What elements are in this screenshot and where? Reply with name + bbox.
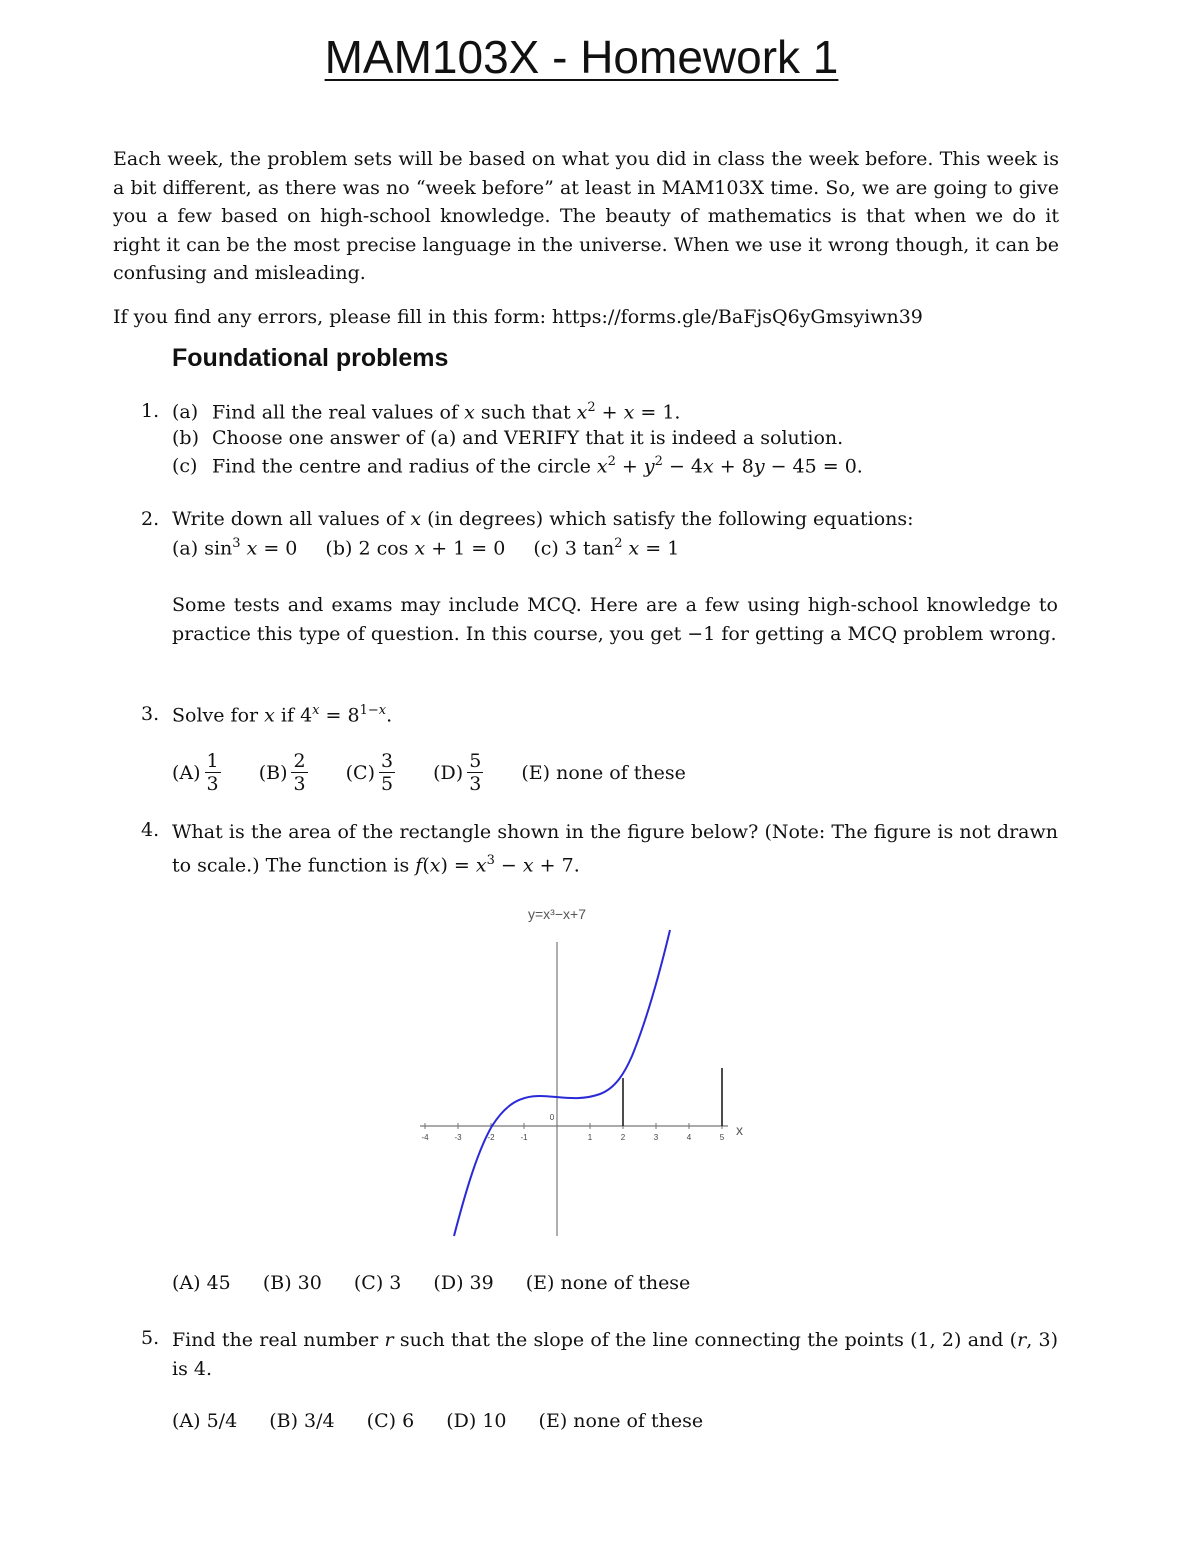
option-a: (A) 5/4 <box>172 1410 238 1432</box>
problem-1c-label: (c) <box>172 455 198 478</box>
option-b: (B) 30 <box>262 1272 322 1294</box>
x-tick-label: 5 <box>719 1133 725 1142</box>
problem-1b-label: (b) <box>172 427 199 449</box>
option-c: (C) 6 <box>366 1410 415 1432</box>
problem-2-text: Write down all values of x (in degrees) which satisfy the following equations: <box>172 508 914 530</box>
x-tick-label: -1 <box>520 1133 528 1142</box>
x-axis-label: x <box>736 1122 743 1138</box>
option-e: (E) none of these <box>538 1410 704 1432</box>
x-tick-label: 1 <box>587 1133 593 1142</box>
option-e: (E) none of these <box>521 761 686 784</box>
x-tick-label: 0 <box>549 1113 555 1122</box>
errors-note: If you find any errors, please fill in this form: https://forms.gle/BaFjsQ6yGmsyiwn39 <box>113 306 923 328</box>
problem-3-number: 3. <box>141 703 160 725</box>
option-a: (A) $\frac{1}{3}$ <box>172 750 219 795</box>
option-d: (D) 39 <box>433 1272 494 1294</box>
problem-4-text: What is the area of the rectangle shown in the figure below? (Note: The figure is not drawn to scale.) The function is $f(x) = x^3 - x + 7$. <box>172 821 1058 876</box>
problem-2-equations: (a) $\sin^3 x = 0$ (b) 2 cos x + 1 = 0 (c) 3 $\tan^2 x = 1$ <box>172 536 680 560</box>
mcq-intro: Some tests and exams may include MCQ. Here are a few using high-school knowledge to practice this type of question. In this course, you get −1 for getting a MCQ problem wrong. <box>172 594 1058 645</box>
problem-3-text: Solve for x if $4^x = 8^{1-x}$. <box>172 703 393 727</box>
x-tick-label: -4 <box>421 1133 429 1142</box>
problem-2-number: 2. <box>141 508 160 530</box>
graph-title: y=x³−x+7 <box>528 906 586 922</box>
page-title: MAM103X - Homework 1 <box>324 31 839 83</box>
problem-5-number: 5. <box>141 1327 160 1349</box>
option-b: (B) 3/4 <box>269 1410 335 1432</box>
problem-5-options <box>172 1410 729 1432</box>
option-a: (A) 45 <box>172 1272 231 1294</box>
problem-1c: (c) Find the centre and radius of the circle $x^2 + y^2 - 4x + 8y - 45 = 0$. <box>172 454 863 478</box>
option-d: (D) $\frac{5}{3}$ <box>433 750 482 795</box>
problem-1a: (a) Find all the real values of x such that $x^2 + x = 1$. <box>172 400 681 424</box>
problem-1b-text: Choose one answer of (a) and VERIFY that it is indeed a solution. <box>212 427 844 449</box>
problem-1a-label: (a) <box>172 401 199 424</box>
problem-1c-text: Find the centre and radius of the circle <box>212 455 597 478</box>
intro-paragraph: Each week, the problem sets will be based on what you did in class the week before. This week is a bit different, as there was no “week before” at least in MAM103X time. So, we are going to give you a few based on high-school knowledge. The beauty of mathematics is that when we do it right it can be the most precise language in the universe. When we use it wrong though, it can be confusing and misleading. <box>113 148 1059 284</box>
x-tick-label: 4 <box>686 1133 692 1142</box>
option-b: (B) $\frac{2}{3}$ <box>258 750 306 795</box>
option-c: (C) 3 <box>353 1272 402 1294</box>
option-d: (D) 10 <box>446 1410 507 1432</box>
x-tick-label: 3 <box>653 1133 659 1142</box>
problem-1-number: 1. <box>141 400 160 422</box>
option-c: (C) $\frac{3}{5}$ <box>345 750 394 795</box>
problem-5-text: Find the real number r such that the slope of the line connecting the points (1, 2) and (r, 3) is 4. <box>172 1329 1058 1380</box>
option-e: (E) none of these <box>525 1272 691 1294</box>
problem-4-options <box>172 1272 716 1294</box>
x-tick-label: -2 <box>487 1133 495 1142</box>
problem-4-number: 4. <box>141 819 160 841</box>
function-curve <box>454 930 670 1236</box>
problem-1a-text: Find all the real values of <box>212 401 465 424</box>
x-tick-label: -3 <box>454 1133 462 1142</box>
x-tick-label: 2 <box>620 1133 626 1142</box>
section-title: Foundational problems <box>172 344 449 372</box>
